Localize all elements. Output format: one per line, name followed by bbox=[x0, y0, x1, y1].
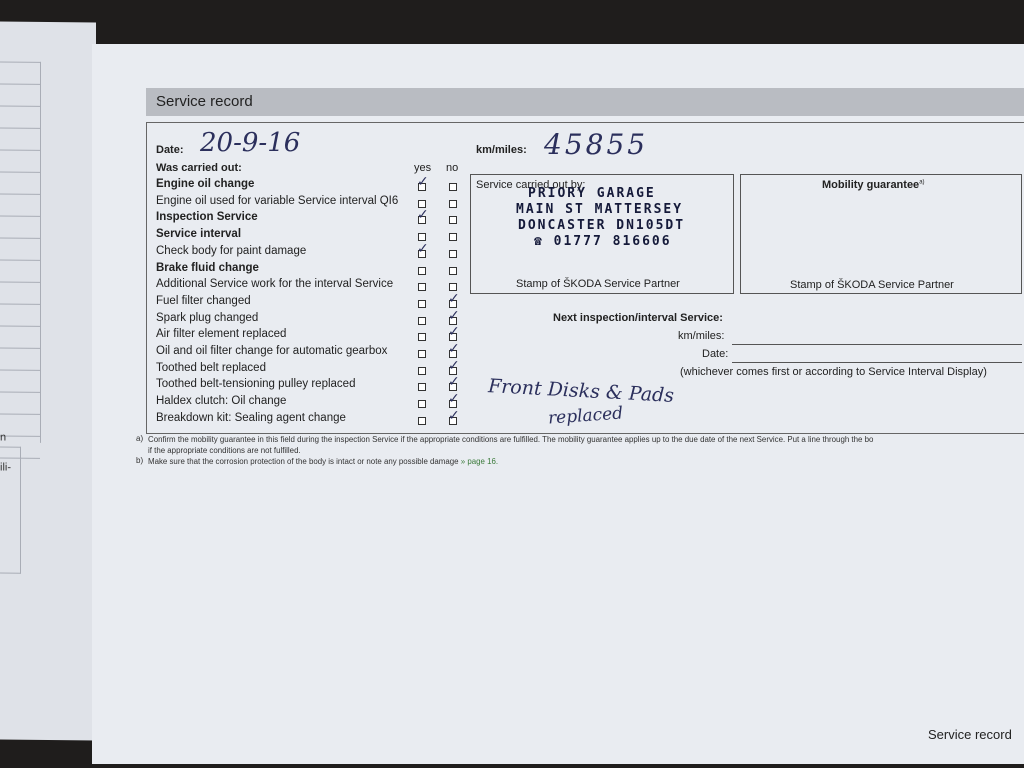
mobility-title: Mobility guarantee$^{a)}$ bbox=[822, 179, 925, 191]
handwritten-check-icon: ✓ bbox=[417, 240, 429, 257]
handwritten-check-icon: ✓ bbox=[448, 391, 460, 408]
handwritten-check-icon: ✓ bbox=[448, 374, 460, 391]
page-16-link[interactable]: » page 16. bbox=[460, 457, 499, 466]
checklist-row-label: Service interval bbox=[156, 228, 242, 241]
handwritten-check-icon: ✓ bbox=[448, 407, 460, 424]
footnote-a-text: Confirm the mobility guarantee in this field during the inspection Service if the appropriate conditions are fulfilled. The mobility guarantee applies up to the due date of the next Service. Put a line through the bo bbox=[148, 435, 874, 444]
checkbox-yes[interactable] bbox=[418, 283, 426, 291]
checklist-heading: Was carried out: bbox=[156, 162, 242, 174]
page-title: Service record bbox=[156, 93, 253, 110]
next-km-label: km/miles: bbox=[678, 330, 725, 342]
service-record-page bbox=[92, 44, 1024, 764]
mobility-stamp-footer: Stamp of ŠKODA Service Partner bbox=[790, 279, 954, 291]
mileage-value: 45855 bbox=[544, 128, 649, 161]
next-date-line bbox=[732, 362, 1022, 363]
checklist-row-label: Inspection Service bbox=[156, 211, 258, 224]
next-km-line bbox=[732, 344, 1022, 345]
checkbox-yes[interactable] bbox=[418, 333, 426, 341]
checkbox-yes[interactable] bbox=[418, 417, 426, 425]
checklist-row-label: Fuel filter changed bbox=[156, 294, 251, 307]
left-page-lines bbox=[0, 61, 41, 442]
checkbox-no[interactable] bbox=[449, 250, 457, 258]
checkbox-yes[interactable] bbox=[418, 383, 426, 391]
handwritten-check-icon: ✓ bbox=[448, 357, 460, 374]
footnote-a-mark: a) bbox=[136, 434, 144, 443]
header-bar bbox=[146, 88, 1024, 116]
checkbox-yes[interactable] bbox=[418, 350, 426, 358]
stamp-line-1: PRIORY GARAGE bbox=[528, 186, 656, 201]
checklist-row-label: Engine oil used for variable Service interval QI6 bbox=[156, 194, 399, 207]
service-carried-out-label: Service carried out by: bbox=[476, 179, 586, 191]
checkbox-no[interactable] bbox=[449, 200, 457, 208]
checkbox-yes[interactable] bbox=[418, 300, 426, 308]
handwritten-check-icon: ✓ bbox=[448, 341, 460, 357]
left-page bbox=[0, 21, 96, 740]
left-fragment-1: n bbox=[0, 431, 7, 444]
service-stamp-footer: Stamp of ŠKODA Service Partner bbox=[516, 278, 680, 290]
checkbox-no[interactable] bbox=[449, 216, 457, 224]
checklist-row-label: Toothed belt-tensioning pulley replaced bbox=[156, 378, 356, 391]
checklist-row-label: Haldex clutch: Oil change bbox=[156, 395, 287, 408]
stamp-line-2: MAIN ST MATTERSEY bbox=[516, 202, 684, 217]
footnote-b-mark: b) bbox=[136, 456, 144, 465]
mileage-label: km/miles: bbox=[476, 144, 527, 156]
handwritten-check-icon: ✓ bbox=[448, 290, 460, 307]
stamp-phone: ☎ 01777 816606 bbox=[534, 234, 672, 249]
checkbox-yes[interactable] bbox=[418, 317, 426, 325]
checklist-row-label: Additional Service work for the interval Service bbox=[156, 278, 394, 291]
checklist-row-label: Brake fluid change bbox=[156, 261, 259, 274]
stamp-line-3: DONCASTER DN105DT bbox=[518, 218, 686, 233]
yes-column-label: yes bbox=[414, 162, 432, 174]
handwritten-note-1: Front Disks & Pads bbox=[487, 375, 675, 407]
checkbox-yes[interactable] bbox=[418, 367, 426, 375]
handwritten-check-icon: ✓ bbox=[448, 307, 460, 324]
left-page-box bbox=[0, 446, 21, 573]
mobility-guarantee-box bbox=[740, 174, 1022, 294]
page-footer: Service record bbox=[928, 727, 1012, 742]
handwritten-check-icon: ✓ bbox=[448, 324, 460, 341]
handwritten-note-2: replaced bbox=[547, 403, 624, 429]
checkbox-no[interactable] bbox=[449, 267, 457, 275]
checkbox-no[interactable] bbox=[449, 233, 457, 241]
footnote-a-text-cont: if the appropriate conditions are not fulfilled. bbox=[148, 446, 301, 455]
date-value: 20-9-16 bbox=[200, 128, 301, 158]
checkbox-yes[interactable] bbox=[418, 400, 426, 408]
date-label: Date: bbox=[156, 144, 184, 156]
handwritten-check-icon: ✓ bbox=[417, 207, 429, 224]
checkbox-no[interactable] bbox=[449, 183, 457, 191]
next-service-note: (whichever comes first or according to Service Interval Display) bbox=[680, 366, 987, 378]
checklist-row-label: Breakdown kit: Sealing agent change bbox=[156, 411, 346, 424]
handwritten-check-icon: ✓ bbox=[417, 174, 429, 190]
checklist-row-label: Toothed belt replaced bbox=[156, 361, 266, 374]
footnote-b-text: Make sure that the corrosion protection of the body is intact or note any possible damage » page 16. bbox=[148, 457, 499, 466]
checklist-row-label: Engine oil change bbox=[156, 178, 255, 190]
left-fragment-2: ili- bbox=[0, 461, 11, 474]
next-date-label: Date: bbox=[702, 348, 729, 360]
next-service-title: Next inspection/interval Service: bbox=[553, 312, 723, 324]
checklist-row-label: Spark plug changed bbox=[156, 311, 259, 324]
checklist-row-label: Air filter element replaced bbox=[156, 328, 287, 341]
checkbox-yes[interactable] bbox=[418, 267, 426, 275]
checklist-row-label: Check body for paint damage bbox=[156, 244, 307, 257]
checklist-row-label: Oil and oil filter change for automatic gearbox bbox=[156, 345, 388, 357]
no-column-label: no bbox=[446, 162, 459, 174]
